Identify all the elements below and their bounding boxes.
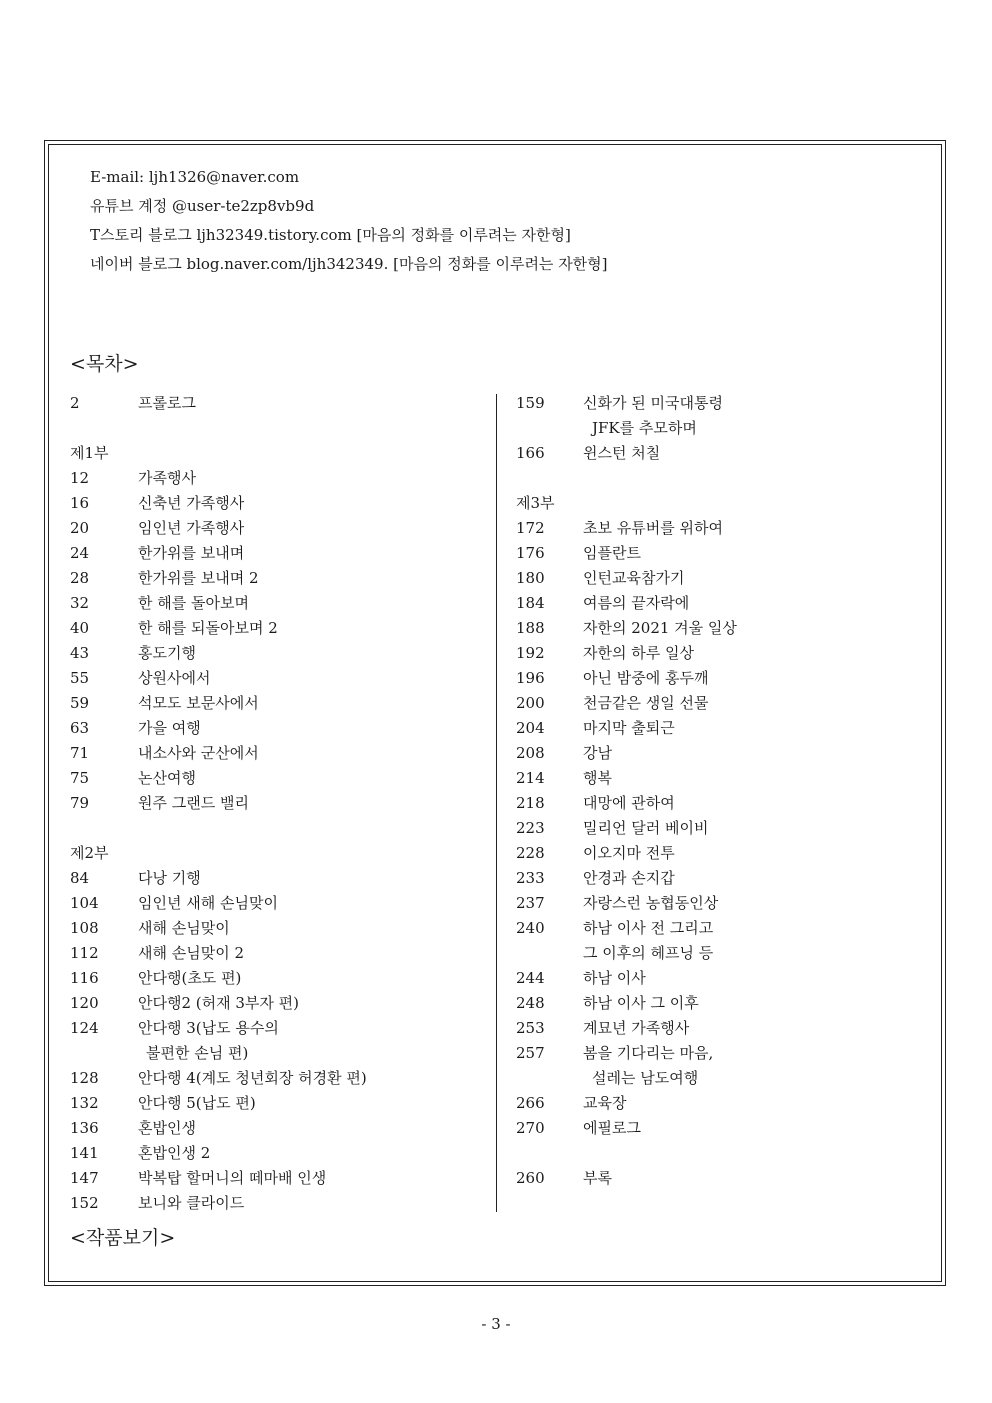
toc-entry-title: 한가위를 보내며 2	[138, 569, 259, 587]
toc-entry-page: 136	[70, 1119, 99, 1137]
toc-entry-page: 제3부	[516, 494, 555, 512]
toc-entry-page: 214	[516, 769, 545, 787]
toc-entry	[70, 966, 480, 991]
toc-entry	[516, 1066, 926, 1091]
toc-entry-page: 204	[516, 719, 545, 737]
works-title: <작품보기>	[70, 1227, 176, 1249]
toc-entry-title: 계묘년 가족행사	[583, 1019, 690, 1037]
toc-entry	[516, 491, 926, 516]
toc-entry-page: 116	[70, 969, 99, 987]
toc-entry	[70, 466, 480, 491]
toc-entry	[516, 866, 926, 891]
toc-entry	[70, 691, 480, 716]
toc-entry	[516, 616, 926, 641]
toc-entry	[516, 1041, 926, 1066]
toc-entry	[70, 1191, 480, 1216]
toc-entry	[70, 566, 480, 591]
toc-entry	[516, 791, 926, 816]
contact-block	[90, 163, 608, 279]
toc-entry-page: 166	[516, 444, 545, 462]
toc-entry-title: 홍도기행	[138, 644, 196, 662]
toc-entry	[516, 916, 926, 941]
toc-entry-page: 172	[516, 519, 545, 537]
toc-entry-title: 하남 이사 그 이후	[583, 994, 699, 1012]
toc-entry-page: 12	[70, 469, 90, 487]
toc-entry-title: 안경과 손지갑	[583, 869, 675, 887]
toc-entry-page: 147	[70, 1169, 99, 1187]
toc-entry	[516, 966, 926, 991]
toc-left-column	[70, 391, 480, 1216]
toc-entry-title: 그 이후의 헤프닝 등	[583, 944, 714, 962]
toc-entry-page: 196	[516, 669, 545, 687]
toc-entry-title: 봄을 기다리는 마음,	[583, 1044, 714, 1062]
toc-entry-title: 자한의 2021 겨울 일상	[583, 619, 737, 637]
toc-entry	[70, 841, 480, 866]
toc-entry	[70, 1116, 480, 1141]
toc-entry	[70, 916, 480, 941]
toc-entry	[516, 991, 926, 1016]
toc-entry-title: 천금같은 생일 선물	[583, 694, 709, 712]
toc-entry-title: 신축년 가족행사	[138, 494, 245, 512]
toc-entry-title: 자한의 하루 일상	[583, 644, 694, 662]
toc-entry-page: 253	[516, 1019, 545, 1037]
toc-entry	[516, 641, 926, 666]
toc-entry-page: 43	[70, 644, 90, 662]
toc-entry-page: 제1부	[70, 444, 109, 462]
toc-entry-page: 71	[70, 744, 90, 762]
toc-entry-page: 108	[70, 919, 99, 937]
toc-entry-title: 하남 이사	[583, 969, 646, 987]
toc-entry-page: 228	[516, 844, 545, 862]
toc-entry	[516, 891, 926, 916]
toc-entry	[70, 941, 480, 966]
toc-entry	[70, 416, 480, 441]
toc-entry-page: 40	[70, 619, 90, 637]
toc-entry-title: 신화가 된 미국대통령	[583, 394, 723, 412]
toc-entry	[516, 1141, 926, 1166]
toc-entry-title: 가을 여행	[138, 719, 201, 737]
toc-entry-page: 237	[516, 894, 545, 912]
toc-entry-title: 교육장	[583, 1094, 627, 1112]
toc-entry	[516, 541, 926, 566]
toc-entry	[516, 941, 926, 966]
toc-entry-title: 프롤로그	[138, 394, 196, 412]
toc-entry-title: 내소사와 군산에서	[138, 744, 259, 762]
toc-entry-page: 200	[516, 694, 545, 712]
toc-entry-title: 자랑스런 농협동인상	[583, 894, 719, 912]
toc-entry-page: 제2부	[70, 844, 109, 862]
toc-entry-page: 152	[70, 1194, 99, 1212]
toc-entry	[516, 841, 926, 866]
toc-entry-title: 다낭 기행	[138, 869, 201, 887]
toc-entry-page: 244	[516, 969, 545, 987]
toc-entry	[70, 441, 480, 466]
toc-entry-title: 가족행사	[138, 469, 196, 487]
toc-entry	[70, 1091, 480, 1116]
toc-entry	[70, 991, 480, 1016]
toc-entry	[516, 416, 926, 441]
toc-entry-page: 208	[516, 744, 545, 762]
toc-entry	[516, 566, 926, 591]
toc-entry	[70, 1141, 480, 1166]
toc-entry	[70, 541, 480, 566]
toc-entry-title: 안다행 4(계도 청년회장 허경환 편)	[138, 1069, 367, 1087]
toc-entry	[70, 816, 480, 841]
toc-entry	[70, 1041, 480, 1066]
toc-entry-page: 188	[516, 619, 545, 637]
toc-entry-page: 124	[70, 1019, 99, 1037]
toc-entry-page: 132	[70, 1094, 99, 1112]
toc-entry-title: 에필로그	[583, 1119, 641, 1137]
toc-title: <목차>	[70, 353, 139, 375]
toc-entry-title: 아닌 밤중에 홍두깨	[583, 669, 709, 687]
toc-entry-page: 28	[70, 569, 90, 587]
toc-entry-page: 128	[70, 1069, 99, 1087]
naver-blog-line: 네이버 블로그 blog.naver.com/ljh342349. [마음의 정화를 이루려는 자한형]	[90, 255, 608, 273]
toc-entry-title: 초보 유튜버를 위하여	[583, 519, 723, 537]
toc-entry-page: 16	[70, 494, 90, 512]
toc-entry	[70, 1166, 480, 1191]
toc-entry	[70, 766, 480, 791]
toc-entry	[516, 1091, 926, 1116]
toc-entry-title: 행복	[583, 769, 612, 787]
toc-entry-title: 밀리언 달러 베이비	[583, 819, 709, 837]
toc-entry-page: 20	[70, 519, 90, 537]
toc-entry	[70, 791, 480, 816]
toc-entry-page: 248	[516, 994, 545, 1012]
toc-entry	[70, 491, 480, 516]
toc-entry-title: 여름의 끝자락에	[583, 594, 690, 612]
toc-entry-page: 218	[516, 794, 545, 812]
toc-entry-page: 75	[70, 769, 90, 787]
toc-entry-title: 불편한 손님 편)	[146, 1044, 249, 1062]
toc-entry-page: 184	[516, 594, 545, 612]
toc-entry	[70, 1016, 480, 1041]
toc-entry-page: 180	[516, 569, 545, 587]
toc-entry-page: 2	[70, 394, 80, 412]
toc-entry-title: 인턴교육참가기	[583, 569, 685, 587]
toc-entry-title: 논산여행	[138, 769, 196, 787]
toc-entry-title: 보니와 클라이드	[138, 1194, 245, 1212]
toc-right-column	[516, 391, 926, 1191]
toc-entry-title: 안다행 3(납도 용수의	[138, 1019, 279, 1037]
column-divider	[496, 394, 497, 1212]
toc-entry	[516, 1016, 926, 1041]
toc-entry	[70, 891, 480, 916]
toc-entry	[70, 641, 480, 666]
toc-entry	[70, 1066, 480, 1091]
youtube-line: 유튜브 계정 @user-te2zp8vb9d	[90, 197, 315, 215]
toc-entry-page: 84	[70, 869, 90, 887]
toc-entry-page: 112	[70, 944, 99, 962]
toc-entry-page: 104	[70, 894, 99, 912]
tistory-line: T스토리 블로그 ljh32349.tistory.com [마음의 정화를 이루려는 자한형]	[90, 226, 571, 244]
toc-entry-title: 임인년 가족행사	[138, 519, 245, 537]
toc-entry-page: 55	[70, 669, 90, 687]
toc-entry	[516, 716, 926, 741]
toc-entry-title: 박복탑 할머니의 떼마배 인생	[138, 1169, 327, 1187]
toc-entry-page: 24	[70, 544, 90, 562]
toc-entry	[70, 716, 480, 741]
toc-entry-page: 192	[516, 644, 545, 662]
toc-entry	[516, 1166, 926, 1191]
toc-entry-page: 223	[516, 819, 545, 837]
toc-entry-title: 마지막 출퇴근	[583, 719, 675, 737]
toc-entry-page: 32	[70, 594, 90, 612]
toc-entry	[516, 591, 926, 616]
toc-entry-title: 설레는 남도여행	[592, 1069, 699, 1087]
toc-entry-title: 혼밥인생 2	[138, 1144, 211, 1162]
toc-entry-title: 윈스턴 처칠	[583, 444, 661, 462]
toc-entry	[516, 466, 926, 491]
toc-entry-title: 상원사에서	[138, 669, 211, 687]
toc-entry-title: 임플란트	[583, 544, 641, 562]
toc-entry-title: 부록	[583, 1169, 612, 1187]
toc-entry-page: 59	[70, 694, 90, 712]
toc-entry-page: 270	[516, 1119, 545, 1137]
toc-entry-page: 159	[516, 394, 545, 412]
toc-entry	[70, 391, 480, 416]
toc-entry	[516, 766, 926, 791]
toc-entry-title: 한 해를 돌아보며	[138, 594, 249, 612]
toc-entry	[70, 516, 480, 541]
toc-entry-title: 하남 이사 전 그리고	[583, 919, 714, 937]
page-number: - 3 -	[481, 1315, 511, 1333]
toc-entry-title: 이오지마 전투	[583, 844, 675, 862]
toc-entry-page: 79	[70, 794, 90, 812]
toc-entry-title: 원주 그랜드 밸리	[138, 794, 249, 812]
toc-entry-page: 141	[70, 1144, 99, 1162]
toc-entry	[70, 866, 480, 891]
toc-entry-page: 240	[516, 919, 545, 937]
toc-entry-title: 한가위를 보내며	[138, 544, 245, 562]
toc-entry	[516, 691, 926, 716]
toc-entry-page: 120	[70, 994, 99, 1012]
toc-entry-page: 260	[516, 1169, 545, 1187]
toc-entry-page: 266	[516, 1094, 545, 1112]
toc-entry	[70, 666, 480, 691]
email-line: E-mail: ljh1326@naver.com	[90, 168, 300, 186]
toc-entry-title: 석모도 보문사에서	[138, 694, 259, 712]
toc-entry-title: 안다행 5(납도 편)	[138, 1094, 256, 1112]
toc-entry-title: 새해 손님맞이 2	[138, 944, 245, 962]
toc-entry-page: 176	[516, 544, 545, 562]
toc-entry-title: 한 해를 되돌아보며 2	[138, 619, 278, 637]
toc-entry	[516, 816, 926, 841]
toc-entry	[70, 591, 480, 616]
toc-entry-page: 257	[516, 1044, 545, 1062]
toc-entry-title: 안다행(초도 편)	[138, 969, 242, 987]
toc-entry-title: 새해 손님맞이	[138, 919, 230, 937]
toc-entry-title: 강남	[583, 744, 612, 762]
toc-entry-page: 233	[516, 869, 545, 887]
toc-entry-title: 임인년 새해 손님맞이	[138, 894, 278, 912]
toc-entry	[70, 741, 480, 766]
toc-entry	[516, 391, 926, 416]
toc-entry-title: 대망에 관하여	[583, 794, 675, 812]
toc-entry	[516, 516, 926, 541]
toc-entry	[516, 741, 926, 766]
toc-entry	[516, 666, 926, 691]
toc-entry	[516, 1116, 926, 1141]
toc-entry	[516, 441, 926, 466]
toc-entry-title: 안다행2 (허재 3부자 편)	[138, 994, 300, 1012]
toc-entry-title: JFK를 추모하며	[592, 419, 697, 437]
toc-entry-page: 63	[70, 719, 90, 737]
toc-entry-title: 혼밥인생	[138, 1119, 196, 1137]
toc-entry	[70, 616, 480, 641]
